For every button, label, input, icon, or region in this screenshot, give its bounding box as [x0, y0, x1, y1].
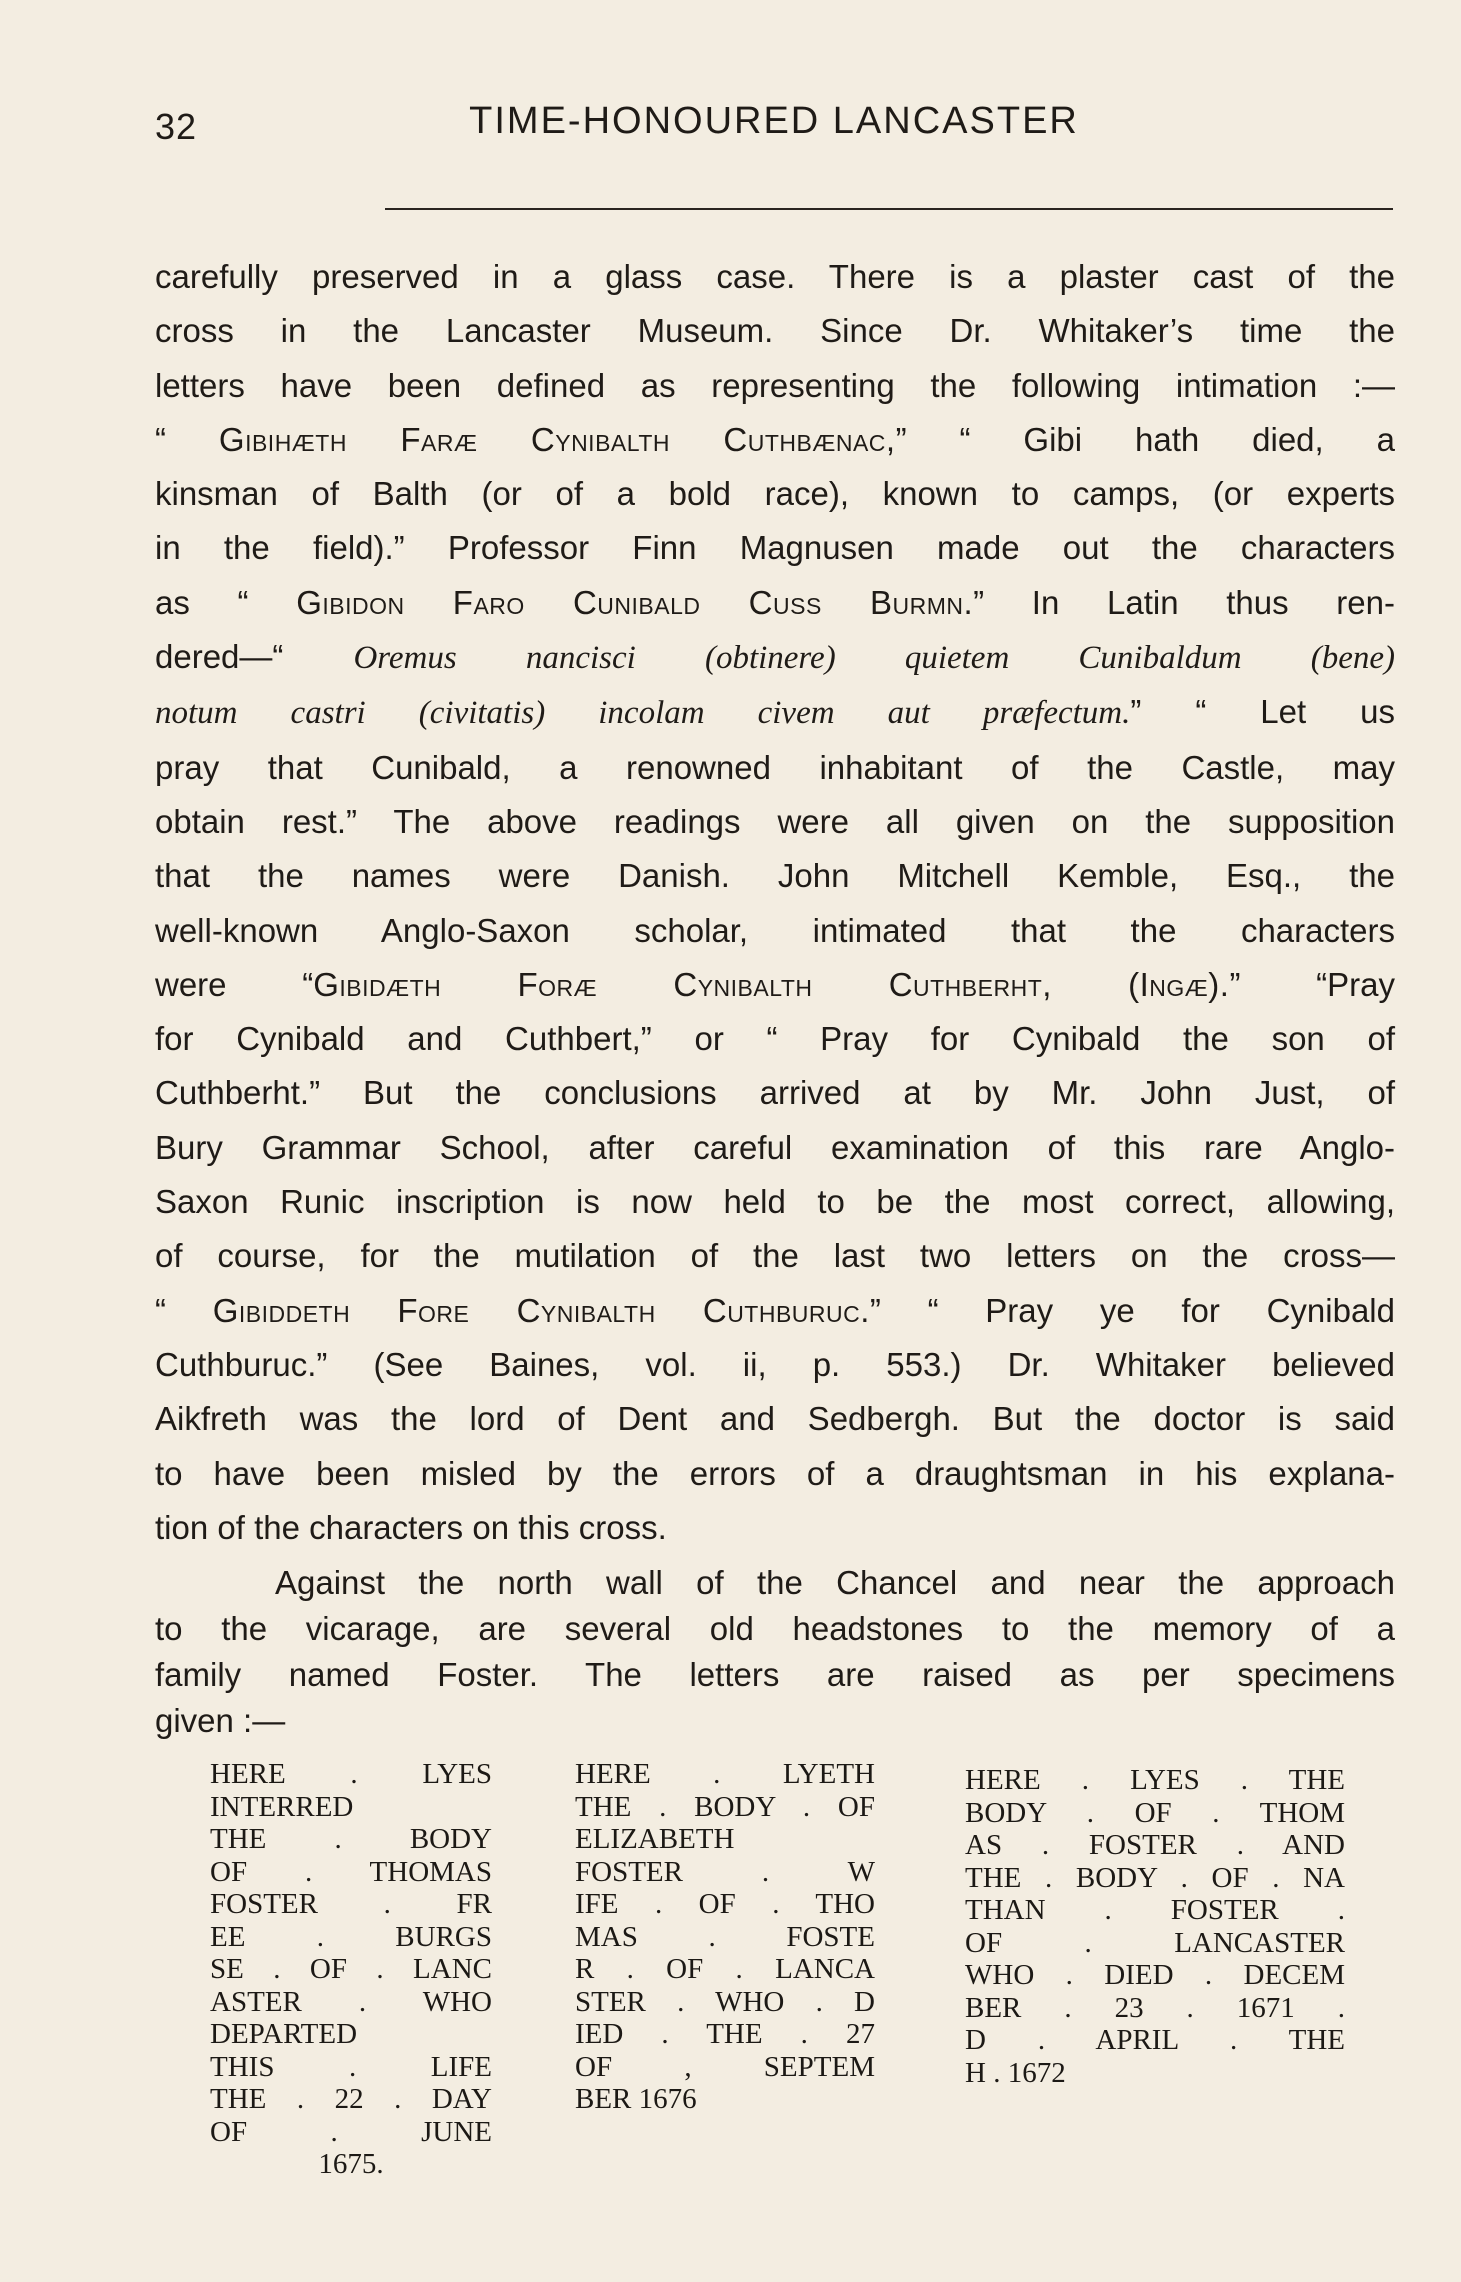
inscription-line: WHO . DIED . DECEM	[965, 1959, 1345, 1991]
text-line: Against the north wall of the Chancel and near the approach	[275, 1564, 1395, 1601]
inscription-line: THE . BODY	[210, 1823, 492, 1855]
text-segment: Gibidæth Foræ Cynibalth Cuthberht, (Ingæ).	[313, 965, 1230, 1003]
inscription-line: HERE . LYES . THE	[965, 1764, 1345, 1796]
text-line: Saxon Runic inscription is now held to be the most correct, allowing,	[155, 1183, 1395, 1221]
inscription-line: R . OF . LANCA	[575, 1953, 875, 1985]
inscription-line: OF . LANCASTER	[965, 1926, 1345, 1959]
inscription-line: MAS . FOSTE	[575, 1920, 875, 1953]
text-line: in the field).” Professor Finn Magnusen made out the characters	[155, 529, 1395, 567]
text-segment: “	[155, 1291, 213, 1329]
inscription-line: SE . OF . LANC	[210, 1953, 492, 1985]
text-line: that the names were Danish. John Mitchell Kemble, Esq., the	[155, 857, 1395, 895]
inscription-line: AS . FOSTER . AND	[965, 1829, 1345, 1861]
inscription-line: IED . THE . 27	[575, 2018, 875, 2050]
text-line: kinsman of Balth (or of a bold race), known to camps, (or experts	[155, 475, 1395, 513]
text-line: family named Foster. The letters are raised as per specimens	[155, 1656, 1395, 1693]
text-line: letters have been defined as representing the following intimation :—	[155, 366, 1395, 404]
page-number: 32	[155, 106, 198, 147]
text-segment: Gibiddeth Fore Cynibalth Cuthburuc.	[212, 1291, 870, 1329]
text-line: given :—	[155, 1702, 286, 1739]
running-title: TIME-HONOURED LANCASTER	[469, 100, 1079, 142]
text-line: Bury Grammar School, after careful examination of this rare Anglo-	[155, 1128, 1395, 1166]
inscription-thomas-foster	[210, 1758, 492, 2181]
inscription-line: H . 1672	[965, 2056, 1066, 2089]
text-line: to the vicarage, are several old headstones to the memory of a	[155, 1610, 1395, 1647]
text-line	[155, 413, 1395, 467]
inscription-line: HERE . LYETH	[575, 1758, 875, 1790]
inscription-line: THE . BODY . OF . NA	[965, 1861, 1345, 1894]
inscription-line: OF . JUNE	[210, 2115, 492, 2148]
inscription-line: ELIZABETH	[575, 1823, 735, 1855]
inscription-line: BODY . OF . THOM	[965, 1796, 1345, 1829]
text-line: for Cynibald and Cuthbert,” or “ Pray for Cynibald the son of	[155, 1020, 1395, 1058]
text-line: obtain rest.” The above readings were all given on the supposition	[155, 802, 1395, 840]
headstone-inscriptions	[210, 1758, 1350, 2198]
text-line	[155, 630, 1395, 685]
inscription-line: BER 1676	[575, 2083, 697, 2115]
text-segment: ” “ Gibi hath died, a	[895, 420, 1395, 458]
text-line: to have been misled by the errors of a draughtsman in his explana-	[155, 1454, 1395, 1492]
inscription-line: THE . 22 . DAY	[210, 2083, 492, 2115]
inscription-line: FOSTER . W	[575, 1855, 875, 1888]
text-line	[155, 958, 1395, 1012]
inscription-elizabeth-foster	[575, 1758, 875, 2116]
inscription-line: BER . 23 . 1671 .	[965, 1991, 1345, 2024]
inscription-thomas-nathan-foster	[965, 1764, 1345, 2089]
text-line: Cuthburuc.” (See Baines, vol. ii, p. 553.) Dr. Whitaker believed	[155, 1345, 1395, 1383]
text-segment: as “	[155, 583, 297, 621]
paragraph-1	[155, 250, 1395, 1555]
inscription-line: 1675.	[318, 2148, 384, 2180]
text-segment: ” “ Let us	[1130, 693, 1395, 731]
text-line: of course, for the mutilation of the last two letters on the cross—	[155, 1237, 1395, 1275]
text-segment: ” “ Pray ye for Cynibald	[869, 1291, 1395, 1329]
inscription-line: FOSTER . FR	[210, 1888, 492, 1920]
inscription-line: THIS . LIFE	[210, 2050, 492, 2083]
inscription-line: D . APRIL . THE	[965, 2024, 1345, 2056]
text-segment: Gibihæth Faræ Cynibalth Cuthbænac,	[218, 420, 896, 458]
text-segment: ” “Pray	[1229, 965, 1395, 1003]
text-line	[155, 685, 1395, 740]
inscription-line: OF . THOMAS	[210, 1855, 492, 1888]
inscription-line: HERE . LYES	[210, 1758, 492, 1790]
text-segment: ” In Latin thus ren-	[973, 583, 1395, 621]
text-line	[155, 576, 1395, 630]
text-line	[155, 1284, 1395, 1338]
header-rule	[385, 208, 1393, 210]
text-line: tion of the characters on this cross.	[155, 1508, 667, 1546]
text-segment: Gibidon Faro Cunibald Cuss Burmn.	[296, 583, 974, 621]
inscription-line: DEPARTED	[210, 2018, 358, 2050]
text-segment: Oremus nancisci (obtinere) quietem Cunibaldum (bene)	[353, 640, 1396, 677]
inscription-line: THAN . FOSTER .	[965, 1894, 1345, 1926]
inscription-line: STER . WHO . D	[575, 1985, 875, 2018]
inscription-line: ASTER . WHO	[210, 1985, 492, 2018]
text-line: Aikfreth was the lord of Dent and Sedbergh. But the doctor is said	[155, 1400, 1395, 1438]
text-segment: were “	[155, 965, 314, 1003]
text-line: Cuthberht.” But the conclusions arrived at by Mr. John Just, of	[155, 1074, 1395, 1112]
paragraph-2	[155, 1560, 1395, 1744]
text-line: pray that Cunibald, a renowned inhabitant of the Castle, may	[155, 748, 1395, 786]
inscription-line: INTERRED	[210, 1790, 354, 1823]
inscription-line: EE . BURGS	[210, 1920, 492, 1953]
inscription-line: THE . BODY . OF	[575, 1790, 875, 1823]
text-segment: dered—“	[155, 638, 354, 676]
text-line: cross in the Lancaster Museum. Since Dr. Whitaker’s time the	[155, 312, 1395, 350]
page-header	[155, 96, 1393, 156]
text-line: carefully preserved in a glass case. There is a plaster cast of the	[155, 258, 1395, 295]
inscription-line: IFE . OF . THO	[575, 1888, 875, 1920]
inscription-line: OF , SEPTEM	[575, 2050, 875, 2083]
text-segment: notum castri (civitatis) incolam civem aut præfectum.	[155, 695, 1131, 732]
text-line: well-known Anglo-Saxon scholar, intimated that the characters	[155, 911, 1395, 949]
text-segment: “	[155, 420, 219, 458]
